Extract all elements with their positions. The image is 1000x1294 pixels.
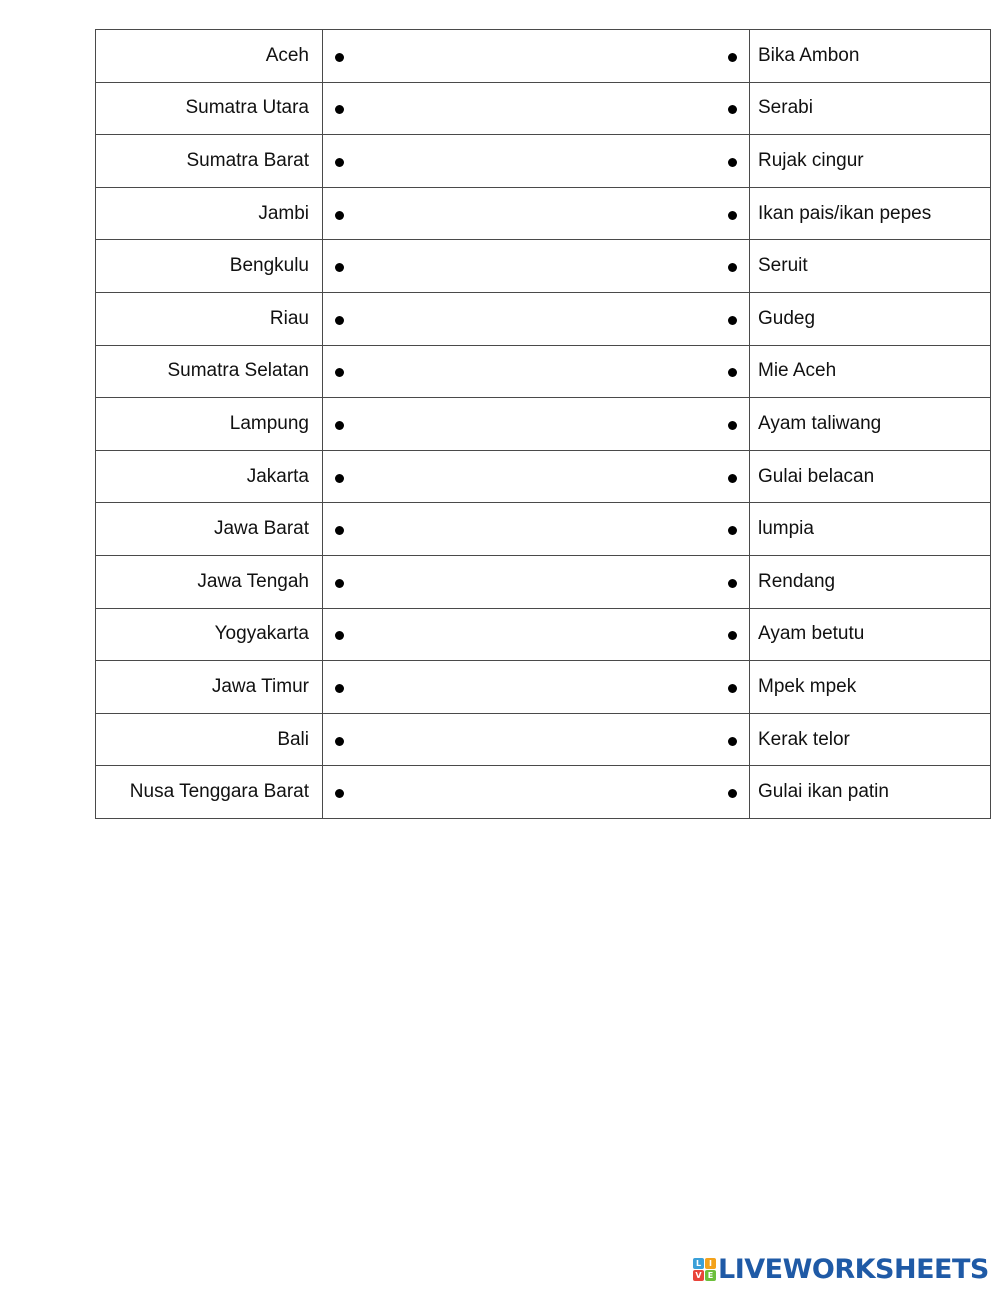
right-connector-dot[interactable] xyxy=(728,263,737,272)
match-area[interactable] xyxy=(323,398,750,451)
match-area[interactable] xyxy=(323,240,750,293)
matching-table-body xyxy=(96,30,991,819)
table-row xyxy=(96,450,991,503)
right-connector-dot[interactable] xyxy=(728,737,737,746)
left-connector-dot[interactable] xyxy=(335,526,344,535)
match-area[interactable] xyxy=(323,661,750,714)
province-label: Yogyakarta xyxy=(96,608,323,661)
matching-table xyxy=(95,29,991,819)
match-area[interactable] xyxy=(323,345,750,398)
table-row xyxy=(96,82,991,135)
food-label: Ayam taliwang xyxy=(750,398,991,451)
right-connector-dot[interactable] xyxy=(728,474,737,483)
right-connector-dot[interactable] xyxy=(728,316,737,325)
left-connector-dot[interactable] xyxy=(335,789,344,798)
table-row xyxy=(96,661,991,714)
province-label: Bengkulu xyxy=(96,240,323,293)
province-label: Riau xyxy=(96,292,323,345)
match-area[interactable] xyxy=(323,135,750,188)
province-label: Jakarta xyxy=(96,450,323,503)
table-row xyxy=(96,713,991,766)
food-label: Bika Ambon xyxy=(750,30,991,83)
right-connector-dot[interactable] xyxy=(728,211,737,220)
province-label: Aceh xyxy=(96,30,323,83)
left-connector-dot[interactable] xyxy=(335,105,344,114)
right-connector-dot[interactable] xyxy=(728,421,737,430)
right-connector-dot[interactable] xyxy=(728,53,737,62)
right-connector-dot[interactable] xyxy=(728,526,737,535)
liveworksheets-logo-icon xyxy=(693,1258,716,1281)
left-connector-dot[interactable] xyxy=(335,211,344,220)
left-connector-dot[interactable] xyxy=(335,53,344,62)
right-connector-dot[interactable] xyxy=(728,631,737,640)
food-label: Serabi xyxy=(750,82,991,135)
food-label: Seruit xyxy=(750,240,991,293)
left-connector-dot[interactable] xyxy=(335,368,344,377)
table-row xyxy=(96,398,991,451)
table-row xyxy=(96,555,991,608)
match-area[interactable] xyxy=(323,503,750,556)
food-label: Gulai ikan patin xyxy=(750,766,991,819)
liveworksheets-logo-text: LIVEWORKSHEETS xyxy=(718,1253,989,1285)
province-label: Lampung xyxy=(96,398,323,451)
province-label: Sumatra Barat xyxy=(96,135,323,188)
food-label: Mpek mpek xyxy=(750,661,991,714)
province-label: Jawa Tengah xyxy=(96,555,323,608)
left-connector-dot[interactable] xyxy=(335,158,344,167)
left-connector-dot[interactable] xyxy=(335,474,344,483)
food-label: Ayam betutu xyxy=(750,608,991,661)
table-row xyxy=(96,240,991,293)
table-row xyxy=(96,503,991,556)
table-row xyxy=(96,292,991,345)
food-label: Rendang xyxy=(750,555,991,608)
matching-worksheet xyxy=(95,29,968,819)
left-connector-dot[interactable] xyxy=(335,316,344,325)
food-label: Mie Aceh xyxy=(750,345,991,398)
table-row xyxy=(96,30,991,83)
province-label: Jawa Barat xyxy=(96,503,323,556)
table-row xyxy=(96,345,991,398)
province-label: Jawa Timur xyxy=(96,661,323,714)
left-connector-dot[interactable] xyxy=(335,579,344,588)
logo-mark-letter: I xyxy=(705,1258,716,1269)
match-area[interactable] xyxy=(323,608,750,661)
right-connector-dot[interactable] xyxy=(728,158,737,167)
match-area[interactable] xyxy=(323,82,750,135)
match-area[interactable] xyxy=(323,187,750,240)
match-area[interactable] xyxy=(323,766,750,819)
food-label: Gudeg xyxy=(750,292,991,345)
left-connector-dot[interactable] xyxy=(335,684,344,693)
food-label: Rujak cingur xyxy=(750,135,991,188)
left-connector-dot[interactable] xyxy=(335,421,344,430)
right-connector-dot[interactable] xyxy=(728,789,737,798)
food-label: Gulai belacan xyxy=(750,450,991,503)
food-label: lumpia xyxy=(750,503,991,556)
left-connector-dot[interactable] xyxy=(335,263,344,272)
province-label: Bali xyxy=(96,713,323,766)
left-connector-dot[interactable] xyxy=(335,631,344,640)
right-connector-dot[interactable] xyxy=(728,105,737,114)
table-row xyxy=(96,608,991,661)
province-label: Sumatra Selatan xyxy=(96,345,323,398)
logo-mark-letter: E xyxy=(705,1270,716,1281)
right-connector-dot[interactable] xyxy=(728,579,737,588)
match-area[interactable] xyxy=(323,30,750,83)
table-row xyxy=(96,187,991,240)
province-label: Jambi xyxy=(96,187,323,240)
left-connector-dot[interactable] xyxy=(335,737,344,746)
table-row xyxy=(96,135,991,188)
liveworksheets-logo xyxy=(693,1255,989,1283)
food-label: Kerak telor xyxy=(750,713,991,766)
match-area[interactable] xyxy=(323,713,750,766)
logo-mark-letter: L xyxy=(693,1258,704,1269)
match-area[interactable] xyxy=(323,450,750,503)
logo-mark-letter: V xyxy=(693,1270,704,1281)
province-label: Sumatra Utara xyxy=(96,82,323,135)
right-connector-dot[interactable] xyxy=(728,368,737,377)
match-area[interactable] xyxy=(323,292,750,345)
match-area[interactable] xyxy=(323,555,750,608)
food-label: Ikan pais/ikan pepes xyxy=(750,187,991,240)
right-connector-dot[interactable] xyxy=(728,684,737,693)
province-label: Nusa Tenggara Barat xyxy=(96,766,323,819)
table-row xyxy=(96,766,991,819)
